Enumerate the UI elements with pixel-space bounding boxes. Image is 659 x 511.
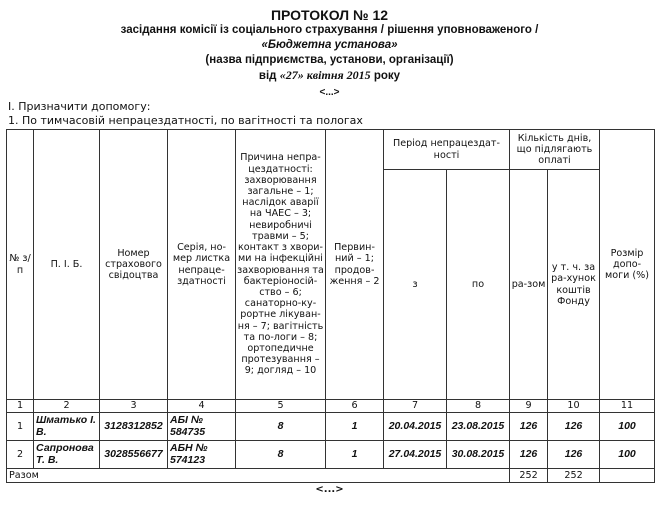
header-ellipsis: <...> — [319, 87, 340, 98]
row-amount: 100 — [600, 441, 655, 469]
header-num: № з/п — [7, 130, 34, 400]
date-suffix: року — [373, 70, 401, 82]
header-period-to: по — [447, 170, 510, 400]
header-insurance-no: Номер страхового свідоцтва — [100, 130, 168, 400]
col-number: 10 — [548, 400, 600, 413]
col-number: 5 — [236, 400, 326, 413]
row-sick-list: АБІ № 584735 — [168, 413, 236, 441]
benefits-table — [6, 129, 655, 483]
total-days-total: 252 — [510, 469, 548, 483]
protocol-subtitle: засідання комісії із соціального страхування / рішення уповноваженого / — [120, 24, 539, 36]
col-number: 1 — [7, 400, 34, 413]
table-row — [7, 413, 655, 441]
table-row — [7, 441, 655, 469]
row-to: 30.08.2015 — [447, 441, 510, 469]
row-days-fund: 126 — [548, 413, 600, 441]
row-days-total: 126 — [510, 413, 548, 441]
footer-ellipsis: <...> — [315, 484, 344, 495]
header-period: Період непрацездат-ності — [384, 130, 510, 170]
row-reason: 8 — [236, 441, 326, 469]
protocol-date — [6, 68, 653, 84]
protocol-title: ПРОТОКОЛ № 12 — [270, 7, 389, 23]
col-number: 7 — [384, 400, 447, 413]
header-days: Кількість днів, що підлягають оплаті — [510, 130, 600, 170]
row-sick-list: АБН № 574123 — [168, 441, 236, 469]
row-reason: 8 — [236, 413, 326, 441]
organization-caption: (назва підприємства, установи, організації) — [205, 54, 454, 66]
total-amount-empty — [600, 469, 655, 483]
header-sick-list: Серія, но-мер листка непраце-здатності — [168, 130, 236, 400]
header-amount: Розмір допо-моги (%) — [600, 130, 655, 400]
row-days-fund: 126 — [548, 441, 600, 469]
total-row — [7, 469, 655, 483]
header-name: П. І. Б. — [34, 130, 100, 400]
row-insurance-no: 3128312852 — [100, 413, 168, 441]
header-period-from: з — [384, 170, 447, 400]
column-numbers-row — [7, 400, 655, 413]
row-insurance-no: 3028556677 — [100, 441, 168, 469]
row-from: 27.04.2015 — [384, 441, 447, 469]
row-primary: 1 — [326, 413, 384, 441]
col-number: 8 — [447, 400, 510, 413]
row-num: 1 — [7, 413, 34, 441]
col-number: 3 — [100, 400, 168, 413]
col-number: 9 — [510, 400, 548, 413]
row-name: Сапронова Т. В. — [34, 441, 100, 469]
row-to: 23.08.2015 — [447, 413, 510, 441]
header-reason: Причина непра-цездатності: захворювання загальне – 1; наслідок аварії на ЧАЕС – 3; невиробничі травми – 5; контакт з хвори-ми на інфекційні захворювання та бактеріоносій-ство – 6; санаторно-ку-рортне лікуван-ня – 7; вагітність та по-логи – 8; ортопедичне протезування – 9; догляд – 10 — [236, 130, 326, 400]
total-days-fund: 252 — [548, 469, 600, 483]
row-num: 2 — [7, 441, 34, 469]
col-number: 4 — [168, 400, 236, 413]
row-primary: 1 — [326, 441, 384, 469]
section-assign: I. Призначити допомогу: — [8, 100, 151, 113]
total-label: Разом — [7, 469, 510, 483]
header-primary: Первин-ний – 1; продов-ження – 2 — [326, 130, 384, 400]
date-value: «27» квітня 2015 — [279, 68, 371, 82]
row-from: 20.04.2015 — [384, 413, 447, 441]
col-number: 11 — [600, 400, 655, 413]
header-days-fund: у т. ч. за ра-хунок коштів Фонду — [548, 170, 600, 400]
row-days-total: 126 — [510, 441, 548, 469]
row-amount: 100 — [600, 413, 655, 441]
header-days-total: ра-зом — [510, 170, 548, 400]
organization-name: «Бюджетна установа» — [261, 39, 398, 51]
section-sick-leave: 1. По тимчасовій непрацездатності, по вагітності та пологах — [8, 114, 363, 127]
col-number: 6 — [326, 400, 384, 413]
date-prefix: від — [258, 70, 277, 82]
col-number: 2 — [34, 400, 100, 413]
protocol-header — [6, 8, 653, 100]
row-name: Шматько І. В. — [34, 413, 100, 441]
